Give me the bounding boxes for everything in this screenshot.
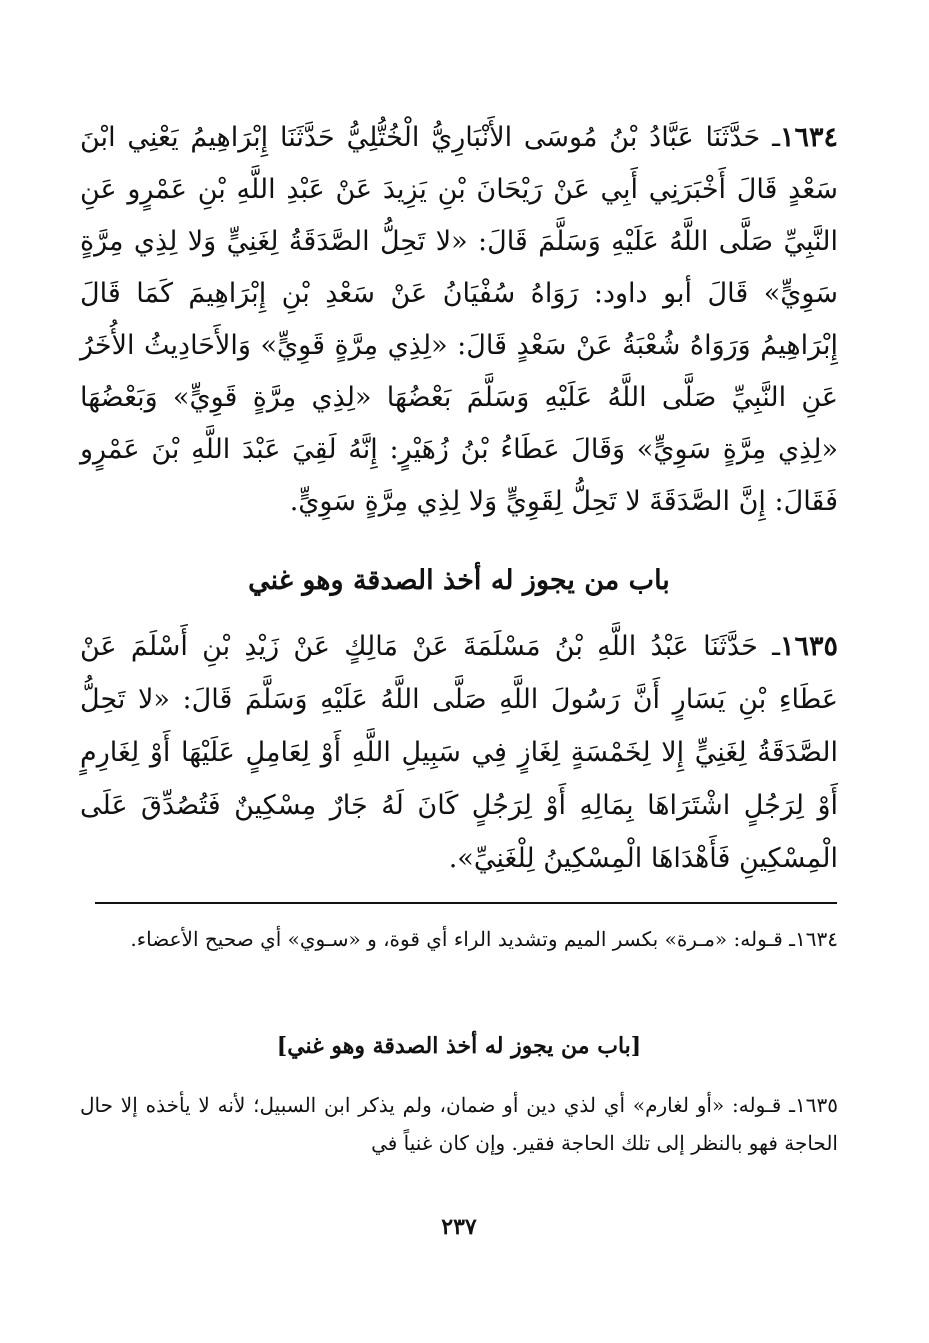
hadith-text: ـ حَدَّثَنَا عَبْدُ اللَّهِ بْنُ مَسْلَمَةَ عَنْ مَالِكٍ عَنْ زَيْدِ بْنِ أَسْلَمَ عَنْ عَطَاءِ بْنِ يَسَارٍ أَنَّ رَسُولَ اللَّهِ صَلَّى اللَّهُ عَلَيْهِ وَسَلَّمَ قَالَ: «لا تَحِلُّ الصَّدَقَةُ لِغَنِيٍّ إِلا لِخَمْسَةٍ لِغَازٍ فِي سَبِيلِ اللَّهِ أَوْ لِعَامِلٍ عَلَيْهَا أَوْ لِغَارِمٍ أَوْ لِرَجُلٍ اشْتَرَاهَا بِمَالِهِ أَوْ لِرَجُلٍ كَانَ لَهُ جَارٌ مِسْكِينٌ فَتُصُدِّقَ عَلَى الْمِسْكِينِ فَأَهْدَاهَا الْمِسْكِينُ لِلْغَنِيِّ». (80, 631, 838, 874)
footnote-text: ـ قـوله: «مـرة» بكسر الميم وتشديد الراء أي قوة، و «سـوي» أي صحيح الأعضاء. (130, 927, 796, 951)
footnote-number: ١٦٣٥ (795, 1093, 838, 1117)
hadith-1634 (80, 112, 838, 528)
footnote-number: ١٦٣٤ (795, 927, 838, 951)
hadith-number: ١٦٣٥ (779, 631, 838, 662)
footnote-1635 (80, 1086, 838, 1162)
footnote-text: ـ قـوله: «أو لغارم» أي لذي دين أو ضمان، ولم يذكر ابن السبيل؛ لأنه لا يأخذه إلا حال الحاجة فهو بالنظر إلى تلك الحاجة فقير. وإن كان غنياً في (80, 1093, 838, 1155)
hadith-1635-paragraph (80, 620, 838, 885)
hadith-text: ـ حَدَّثَنَا عَبَّادُ بْنُ مُوسَى الأَنْبَارِيُّ الْخُتُّلِيُّ حَدَّثَنَا إِبْرَاهِيمُ يَعْنِي ابْنَ سَعْدٍ قَالَ أَخْبَرَنِي أَبِي عَنْ رَيْحَانَ بْنِ يَزِيدَ عَنْ عَبْدِ اللَّهِ بْنِ عَمْرٍو عَنِ النَّبِيِّ صَلَّى اللَّهُ عَلَيْهِ وَسَلَّمَ قَالَ: «لا تَحِلُّ الصَّدَقَةُ لِغَنِيٍّ وَلا لِذِي مِرَّةٍ سَوِيٍّ» قَالَ أبو داود: رَوَاهُ سُفْيَانُ عَنْ سَعْدِ بْنِ إِبْرَاهِيمَ كَمَا قَالَ إِبْرَاهِيمُ وَرَوَاهُ شُعْبَةُ عَنْ سَعْدٍ قَالَ: «لِذِي مِرَّةٍ قَوِيٍّ» وَالأَحَادِيثُ الأُخَرُ عَنِ النَّبِيِّ صَلَّى اللَّهُ عَلَيْهِ وَسَلَّمَ بَعْضُهَا «لِذِي مِرَّةٍ قَوِيٍّ» وَبَعْضُهَا «لِذِي مِرَّةٍ سَوِيٍّ» وَقَالَ عَطَاءُ بْنُ زُهَيْرٍ: إِنَّهُ لَقِيَ عَبْدَ اللَّهِ بْنَ عَمْرٍو فَقَالَ: إِنَّ الصَّدَقَةَ لا تَحِلُّ لِقَوِيٍّ وَلا لِذِي مِرَّةٍ سَوِيٍّ. (80, 122, 838, 517)
hadith-1634-paragraph (80, 112, 838, 528)
chapter-heading: باب من يجوز له أخذ الصدقة وهو غني (248, 565, 670, 596)
footnote-divider (95, 902, 837, 904)
footnote-chapter-heading: [باب من يجوز له أخذ الصدقة وهو غني] (276, 1033, 642, 1059)
footnote-paragraph (80, 920, 838, 958)
footnote-1634 (80, 920, 838, 958)
hadith-number: ١٦٣٤ (779, 122, 838, 153)
page-number: ٢٣٧ (441, 1214, 477, 1240)
footnote-paragraph (80, 1086, 838, 1162)
hadith-1635 (80, 620, 838, 885)
